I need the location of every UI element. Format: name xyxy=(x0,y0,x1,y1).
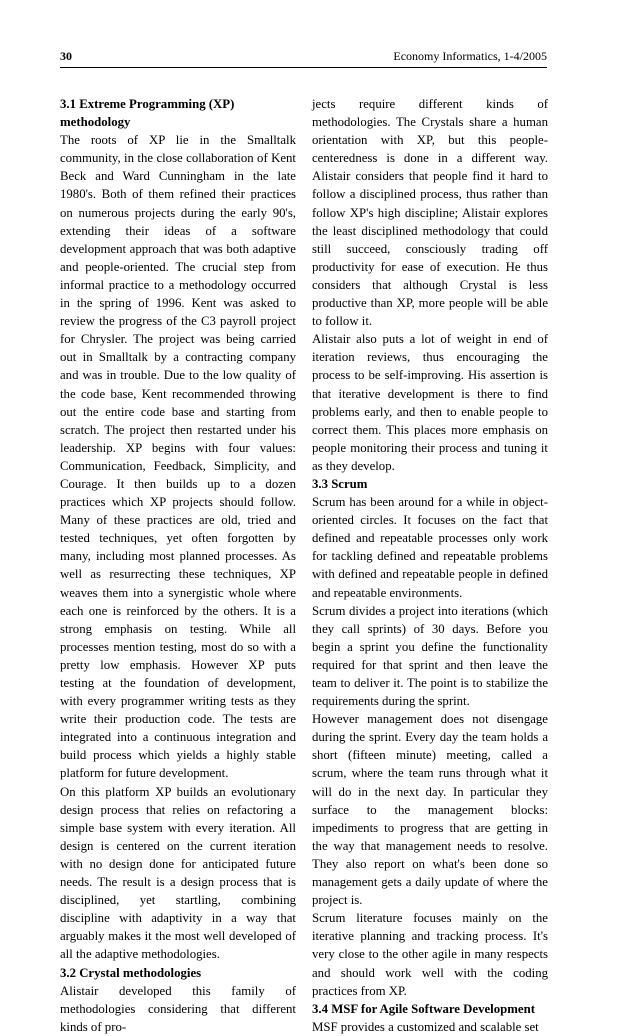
paragraph: Scrum divides a project into iterations (which they call sprints) of 30 days. Before you begin a sprint you define the functionality required for that sprint and then leave the team to deliver it. The point is to stabilize the requirements during the sprint. xyxy=(312,603,548,709)
left-column xyxy=(60,95,296,1036)
paragraph: MSF provides a customized and scalable set xyxy=(312,1019,539,1034)
paragraph: On this platform XP builds an evolutionary design process that relies on refactoring a simple base system with every iteration. All design is centered on the current iteration with no design done for anticipated future needs. The result is a design process that is disciplined, yet startling, combining discipline with adaptivity in a way that arguably makes it the most well developed of all the adaptive methodologies. xyxy=(60,784,296,962)
page-number: 30 xyxy=(60,49,72,63)
section-heading-3-1: 3.1 Extreme Programming (XP) methodology xyxy=(60,97,235,130)
section-heading-3-3: 3.3 Scrum xyxy=(312,476,368,491)
paragraph: Alistair developed this family of methodologies considering that different kinds of pro- xyxy=(60,983,296,1034)
journal-title: Economy Informatics, 1-4/2005 xyxy=(393,49,547,63)
section-heading-3-4: 3.4 MSF for Agile Software Development xyxy=(312,1001,535,1016)
paragraph: Scrum literature focuses mainly on the iterative planning and tracking process. It's very close to the other agile in many respects and should work well with the coding practices from XP. xyxy=(312,911,548,998)
paragraph: jects require different kinds of methodologies. The Crystals share a human orientation with XP, but this people-centeredness is done in a different way. Alistair considers that people find it hard to follow a disciplined process, thus rather than follow XP's high discipline; Alistair explores the least disciplined methodology that could still succeed, consciously trading off productivity for ease of execution. He thus considers that although Crystal is less productive than XP, more people will be able to follow it. xyxy=(312,97,548,329)
paragraph: The roots of XP lie in the Smalltalk community, in the close collaboration of Kent Beck and Ward Cunningham in the late 1980's. Both of them refined their practices on numerous projects during the early 90's, extending their ideas of a software development approach that was both adaptive and people-oriented. The crucial step from informal practice to a methodology occurred in the spring of 1996. Kent was asked to review the progress of the C3 payroll project for Chrysler. The project was being carried out in Smalltalk by a contracting company and was in trouble. Due to the low quality of the code base, Kent recommended throwing out the entire code base and starting from scratch. The project then restarted under his leadership. XP begins with four values: Communication, Feedback, Simplicity, and Courage. It then builds up to a dozen practices which XP projects should follow. Many of these practices are old, tried and tested techniques, yet often forgotten by many, including most planned processes. As well as resurrecting these techniques, XP weaves them into a synergistic whole where each one is reinforced by the others. It is a strong emphasis on testing. While all processes mention testing, most do so with a pretty low emphasis. However XP puts testing at the foundation of development, with every programmer writing tests as they write their production code. The tests are integrated into a continuous integration and build process which yields a highly stable platform for future development. xyxy=(60,133,296,781)
running-header xyxy=(60,47,547,68)
paragraph: However management does not disengage during the sprint. Every day the team holds a short (fifteen minute) meeting, called a scrum, where the team runs through what it will do in the next day. In particular they surface to the management blocks: impediments to progress that are getting in the way that management needs to resolve. They also report on what's been done so management gets a daily update of where the project is. xyxy=(312,712,548,908)
paragraph: Alistair also puts a lot of weight in end of iteration reviews, thus encouraging the process to be self-improving. His assertion is that iterative development is there to find problems early, and then to enable people to correct them. This places more emphasis on people monitoring their process and tuning it as they develop. xyxy=(312,332,548,473)
right-column xyxy=(312,95,548,1036)
section-heading-3-2: 3.2 Crystal methodologies xyxy=(60,965,202,980)
paragraph: Scrum has been around for a while in object-oriented circles. It focuses on the fact that defined and repeatable processes only work for tackling defined and repeatable problems with defined and repeatable people in defined and repeatable environments. xyxy=(312,495,548,600)
